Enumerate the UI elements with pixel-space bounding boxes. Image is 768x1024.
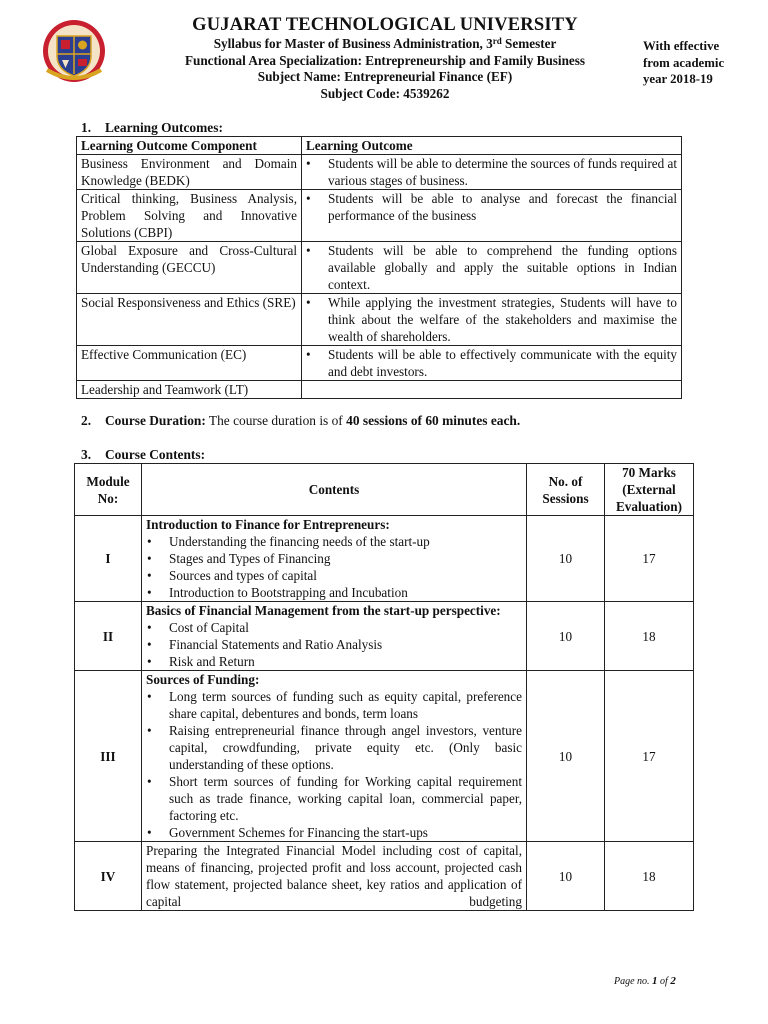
module-title: Basics of Financial Management from the start-up perspective: bbox=[146, 603, 501, 618]
column-header-sessions: No. of Sessions bbox=[527, 464, 605, 516]
section-course-contents-title: 3. Course Contents: bbox=[81, 447, 206, 462]
table-header-row bbox=[77, 137, 682, 155]
section-learning-outcomes-title: 1. Learning Outcomes: bbox=[81, 120, 223, 135]
outcome-cell: • Students will be able to comprehend the funding options available globally and apply the suitable options in Indian context. bbox=[302, 242, 682, 294]
table-row bbox=[77, 155, 682, 190]
table-row bbox=[77, 242, 682, 294]
list-item: • Long term sources of funding such as equity capital, preference share capital, debentures and bonds, term loans bbox=[147, 689, 522, 721]
university-logo bbox=[37, 18, 111, 84]
table-header-row bbox=[75, 464, 694, 516]
list-item: • Financial Statements and Ratio Analysis bbox=[147, 637, 383, 652]
outcome-component: Business Environment and Domain Knowledge (BEDK) bbox=[77, 155, 302, 190]
module-contents bbox=[142, 671, 527, 842]
outcome-cell bbox=[302, 381, 682, 399]
table-row bbox=[77, 381, 682, 399]
module-contents bbox=[142, 516, 527, 602]
module-marks: 17 bbox=[605, 671, 694, 842]
outcome-component: Effective Communication (EC) bbox=[77, 346, 302, 381]
module-marks: 17 bbox=[605, 516, 694, 602]
list-item: • Sources and types of capital bbox=[147, 568, 317, 583]
column-header: Learning Outcome Component bbox=[77, 137, 302, 155]
outcome-cell: • Students will be able to effectively communicate with the equity and debt investors. bbox=[302, 346, 682, 381]
page-number: Page no. 1 of 2 bbox=[614, 975, 676, 987]
outcome-component: Global Exposure and Cross-Cultural Understanding (GECCU) bbox=[77, 242, 302, 294]
list-item: • Cost of Capital bbox=[147, 620, 249, 635]
column-header: Learning Outcome bbox=[302, 137, 682, 155]
outcome-cell: • While applying the investment strategies, Students will have to think about the welfare of the stakeholders and maximise the wealth of shareholders. bbox=[302, 294, 682, 346]
list-item: • Risk and Return bbox=[147, 654, 255, 669]
module-title: Sources of Funding: bbox=[146, 672, 260, 687]
course-contents-table bbox=[74, 463, 694, 911]
effective-note: With effective from academic year 2018-19 bbox=[643, 39, 725, 86]
module-title: Introduction to Finance for Entrepreneurs: bbox=[146, 517, 390, 532]
module-sessions: 10 bbox=[527, 842, 605, 911]
document-header bbox=[120, 14, 650, 102]
list-item: • Understanding the financing needs of the start-up bbox=[147, 534, 430, 549]
table-row bbox=[75, 671, 694, 842]
module-sessions: 10 bbox=[527, 516, 605, 602]
list-item: • Stages and Types of Financing bbox=[147, 551, 331, 566]
module-sessions: 10 bbox=[527, 602, 605, 671]
module-sessions: 10 bbox=[527, 671, 605, 842]
syllabus-line: Syllabus for Master of Business Administration, 3rd Semester bbox=[213, 36, 557, 51]
module-contents: Preparing the Integrated Financial Model including cost of capital, means of financing, projected profit and loss account, projected cash flow statement, projected balance sheet, key ratios and application of capital budgeting bbox=[142, 842, 527, 911]
module-number: II bbox=[75, 602, 142, 671]
table-row bbox=[75, 842, 694, 911]
subject-name: Subject Name: Entrepreneurial Finance (EF) bbox=[257, 69, 513, 84]
list-item: • Raising entrepreneurial finance through angel investors, venture capital, crowdfunding, private equity etc. (Only basic understanding of these options. bbox=[147, 723, 522, 772]
column-header-module: Module No: bbox=[75, 464, 142, 516]
column-header-contents: Contents bbox=[142, 464, 527, 516]
section-course-duration: 2. Course Duration: The course duration is of 40 sessions of 60 minutes each. bbox=[81, 413, 521, 428]
module-marks: 18 bbox=[605, 602, 694, 671]
module-number: IV bbox=[75, 842, 142, 911]
learning-outcomes-table bbox=[76, 136, 682, 399]
table-row bbox=[77, 190, 682, 242]
university-name: GUJARAT TECHNOLOGICAL UNIVERSITY bbox=[192, 15, 578, 35]
outcome-cell: • Students will be able to analyse and forecast the financial performance of the business bbox=[302, 190, 682, 242]
outcome-component: Social Responsiveness and Ethics (SRE) bbox=[77, 294, 302, 346]
module-contents bbox=[142, 602, 527, 671]
table-row bbox=[77, 294, 682, 346]
specialization-line: Functional Area Specialization: Entrepreneurship and Family Business bbox=[184, 52, 586, 68]
outcome-component: Leadership and Teamwork (LT) bbox=[77, 381, 302, 399]
outcome-cell: • Students will be able to determine the sources of funds required at various stages of business. bbox=[302, 155, 682, 190]
outcome-component: Critical thinking, Business Analysis, Problem Solving and Innovative Solutions (CBPI) bbox=[77, 190, 302, 242]
module-marks: 18 bbox=[605, 842, 694, 911]
list-item: • Government Schemes for Financing the start-ups bbox=[147, 825, 428, 840]
table-row bbox=[77, 346, 682, 381]
module-number: I bbox=[75, 516, 142, 602]
module-number: III bbox=[75, 671, 142, 842]
table-row bbox=[75, 516, 694, 602]
list-item: • Introduction to Bootstrapping and Incubation bbox=[147, 585, 408, 600]
column-header-marks: 70 Marks (External Evaluation) bbox=[605, 464, 694, 516]
list-item: • Short term sources of funding for Working capital requirement such as trade finance, working capital loan, commercial paper, factoring etc. bbox=[147, 774, 522, 823]
subject-code: Subject Code: 4539262 bbox=[320, 85, 450, 101]
table-row bbox=[75, 602, 694, 671]
